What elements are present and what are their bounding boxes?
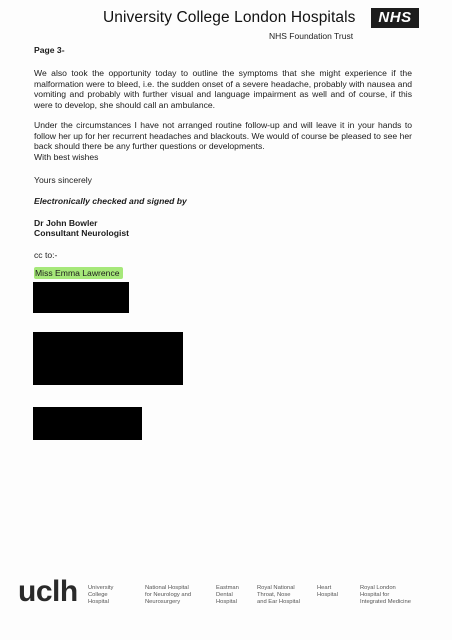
signed-note: Electronically checked and signed by bbox=[34, 196, 187, 206]
page-label: Page 3- bbox=[34, 45, 65, 55]
footer-hospital: University College Hospital bbox=[88, 585, 114, 605]
redaction-block bbox=[33, 332, 183, 385]
cc-label: cc to:- bbox=[34, 250, 58, 260]
redaction-block bbox=[33, 282, 129, 313]
footer-hospital: National Hospital for Neurology and Neurosurgery bbox=[145, 585, 192, 605]
signer-name: Dr John Bowler bbox=[34, 218, 98, 228]
footer-hospital: Heart Hospital bbox=[317, 585, 338, 598]
redaction-block bbox=[33, 407, 142, 440]
paragraph-symptoms: We also took the opportunity today to outline the symptoms that she might experience if the malformation were to bleed, i.e. the sudden onset of a severe headache, probably with nausea and vomiting and probably with further visual and language impairment as well and of course, if this were to develop, she should call an ambulance. bbox=[34, 68, 412, 110]
footer-hospital: Eastman Dental Hospital bbox=[216, 585, 239, 605]
closing-best-wishes: With best wishes bbox=[34, 152, 99, 162]
footer-hospital: Royal National Throat, Nose and Ear Hospital bbox=[257, 585, 300, 605]
cc-recipient-name: Miss Emma Lawrence bbox=[34, 267, 123, 279]
closing-sincerely: Yours sincerely bbox=[34, 175, 92, 185]
footer-hospital: Royal London Hospital for Integrated Medicine bbox=[360, 585, 411, 605]
uclh-logo: uclh bbox=[18, 575, 78, 608]
cc-recipient bbox=[34, 268, 414, 279]
nhs-logo: NHS bbox=[371, 8, 419, 28]
hospital-name: University College London Hospitals bbox=[103, 9, 356, 26]
trust-name: NHS Foundation Trust bbox=[269, 31, 354, 41]
paragraph-follow-up: Under the circumstances I have not arranged routine follow-up and will leave it in your hands to follow her up for her recurrent headaches and blackouts. We would of course be pleased to see her back should there be any further questions or developments. bbox=[34, 120, 412, 152]
signer-title: Consultant Neurologist bbox=[34, 228, 130, 238]
